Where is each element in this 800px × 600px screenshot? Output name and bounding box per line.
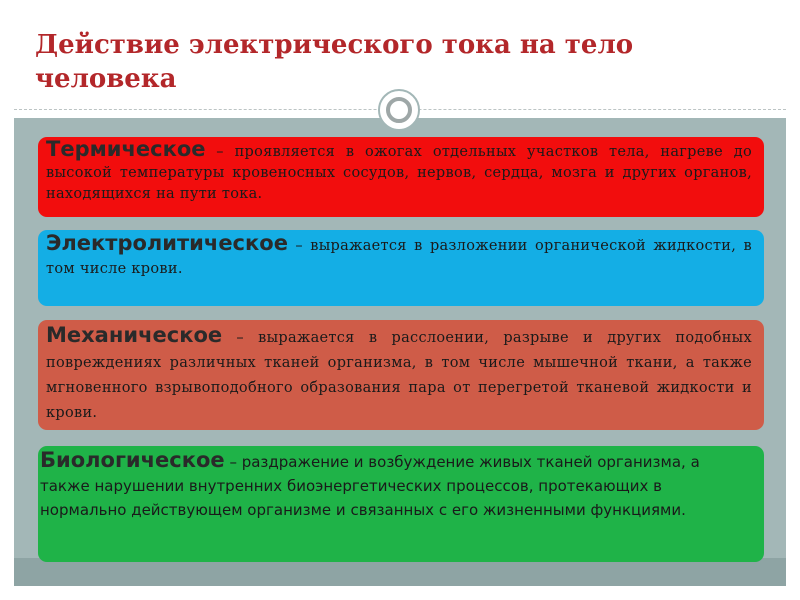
card-description: – раздражение и возбуждение живых тканей организма, а также нарушении внутренних биоэнергетических процессов, протекающих в нормально действующем организме и связанных с его жизненными функциями. <box>40 453 700 519</box>
card-biological <box>38 446 764 562</box>
card-electrolytic <box>38 230 764 306</box>
card-term: Механическое <box>46 323 223 347</box>
slide <box>14 14 786 586</box>
card-description: – выражается в разложении органической жидкости, в том числе крови. <box>46 238 752 277</box>
card-mechanical <box>38 320 764 430</box>
card-term: Биологическое <box>40 448 225 472</box>
slide-title: Действие электрического тока на тело человека <box>35 30 634 94</box>
card-term: Электролитическое <box>46 231 288 255</box>
circle-ornament-icon <box>378 89 420 131</box>
card-thermal <box>38 137 764 217</box>
card-term: Термическое <box>46 137 206 161</box>
bottom-band <box>14 558 786 586</box>
card-description: – выражается в расслоении, разрыве и других подобных повреждениях различных тканей организма, в том числе мышечной ткани, а также мгновенного взрывоподобного образования пара от перегретой тканевой жидкости и крови. <box>46 330 752 421</box>
card-description: – проявляется в ожогах отдельных участков тела, нагреве до высокой температуры кровеносных сосудов, нервов, сердца, мозга и других органов, находящихся на пути тока. <box>46 144 752 202</box>
